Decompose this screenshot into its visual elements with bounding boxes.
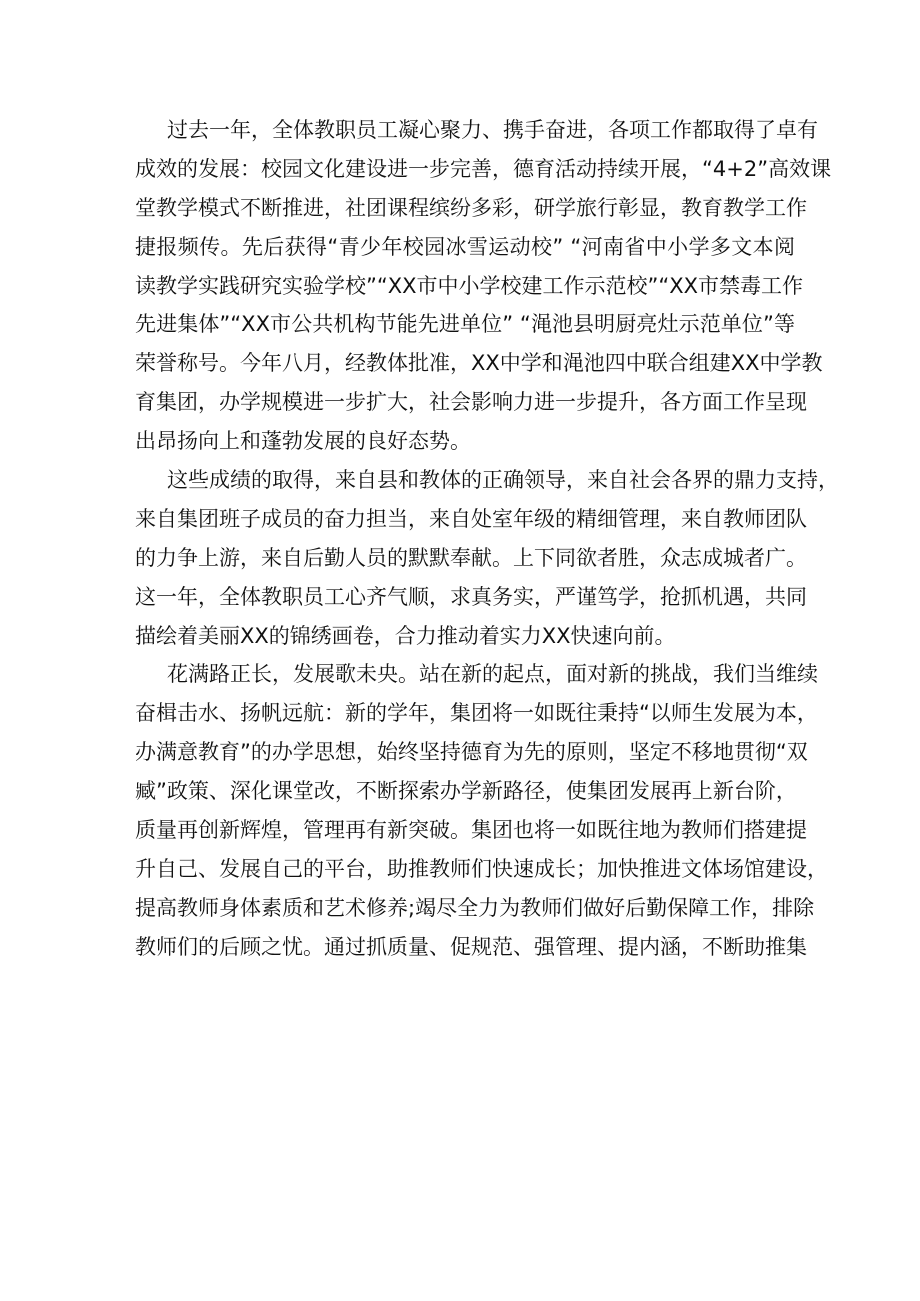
paragraph-2-line-3: 的力争上游，来自后勤人员的默默奉献。上下同欲者胜，众志成城者广。 bbox=[135, 545, 807, 570]
paragraph-1-line-3: 堂教学模式不断推进，社团课程缤纷多彩，研学旅行彰显，教育教学工作 bbox=[135, 195, 807, 220]
paragraph-1-line-6: 先进集体”“XX市公共机构节能先进单位” “渑池县明厨亮灶示范单位”等 bbox=[135, 312, 795, 337]
paragraph-3-line-4: 臧”政策、深化课堂改，不断探索办学新路径，使集团发展再上新台阶， bbox=[135, 779, 797, 804]
paragraph-2-line-1: 这些成绩的取得，来自县和教体的正确领导，来自社会各界的鼎力支持， bbox=[167, 468, 839, 493]
paragraph-3-line-6: 升自己、发展自己的平台，助推教师们快速成长；加快推进文体场馆建设， bbox=[135, 856, 828, 881]
paragraph-1-line-2: 成效的发展：校园文化建设进一步完善，德育活动持续开展，“4+2”高效课 bbox=[135, 156, 832, 181]
paragraph-3-line-7: 提高教师身体素质和艺术修养;竭尽全力为教师们做好后勤保障工作，排除 bbox=[135, 895, 815, 920]
paragraph-3-line-5: 质量再创新辉煌，管理再有新突破。集团也将一如既往地为教师们搭建提 bbox=[135, 818, 807, 843]
paragraph-3-line-3: 办满意教育”的办学思想，始终坚持德育为先的原则，坚定不移地贯彻“双 bbox=[135, 740, 808, 765]
paragraph-1-line-7: 荣誉称号。今年八月，经教体批准，XX中学和渑池四中联合组建XX中学教 bbox=[135, 351, 823, 376]
paragraph-3-line-1: 花满路正长，发展歌未央。站在新的起点，面对新的挑战，我们当维续 bbox=[167, 662, 818, 687]
paragraph-1-line-1: 过去一年，全体教职员工凝心聚力、携手奋进，各项工作都取得了卓有 bbox=[167, 118, 818, 142]
paragraph-1-line-5: 读教学实践研究实验学校”“XX市中小学校建工作示范校”“XX市禁毒工作 bbox=[135, 273, 804, 298]
paragraph-1-line-8: 育集团，办学规模进一步扩大，社会影响力进一步提升，各方面工作呈现 bbox=[135, 390, 807, 415]
document-body bbox=[135, 111, 839, 967]
paragraph-2-line-2: 来自集团班子成员的奋力担当，来自处室年级的精细管理，来自教师团队 bbox=[135, 506, 807, 531]
paragraph-3-line-2: 奋楫击水、扬帆远航：新的学年，集团将一如既往秉持“以师生发展为本， bbox=[135, 701, 818, 726]
paragraph-1-line-4: 捷报频传。先后获得“青少年校园冰雪运动校” “河南省中小学多文本阅 bbox=[135, 234, 795, 259]
paragraph-3-line-8: 教师们的后顾之忧。通过抓质量、促规范、强管理、提内涵，不断助推集 bbox=[135, 934, 807, 959]
paragraph-1-line-9: 出昂扬向上和蓬勃发展的良好态势。 bbox=[135, 429, 471, 454]
paragraph-2-line-4: 这一年，全体教职员工心齐气顺，求真务实，严谨笃学，抢抓机遇，共同 bbox=[135, 584, 807, 609]
paragraph-2-line-5: 描绘着美丽XX的锦绣画卷，合力推动着实力XX快速向前。 bbox=[135, 623, 676, 648]
